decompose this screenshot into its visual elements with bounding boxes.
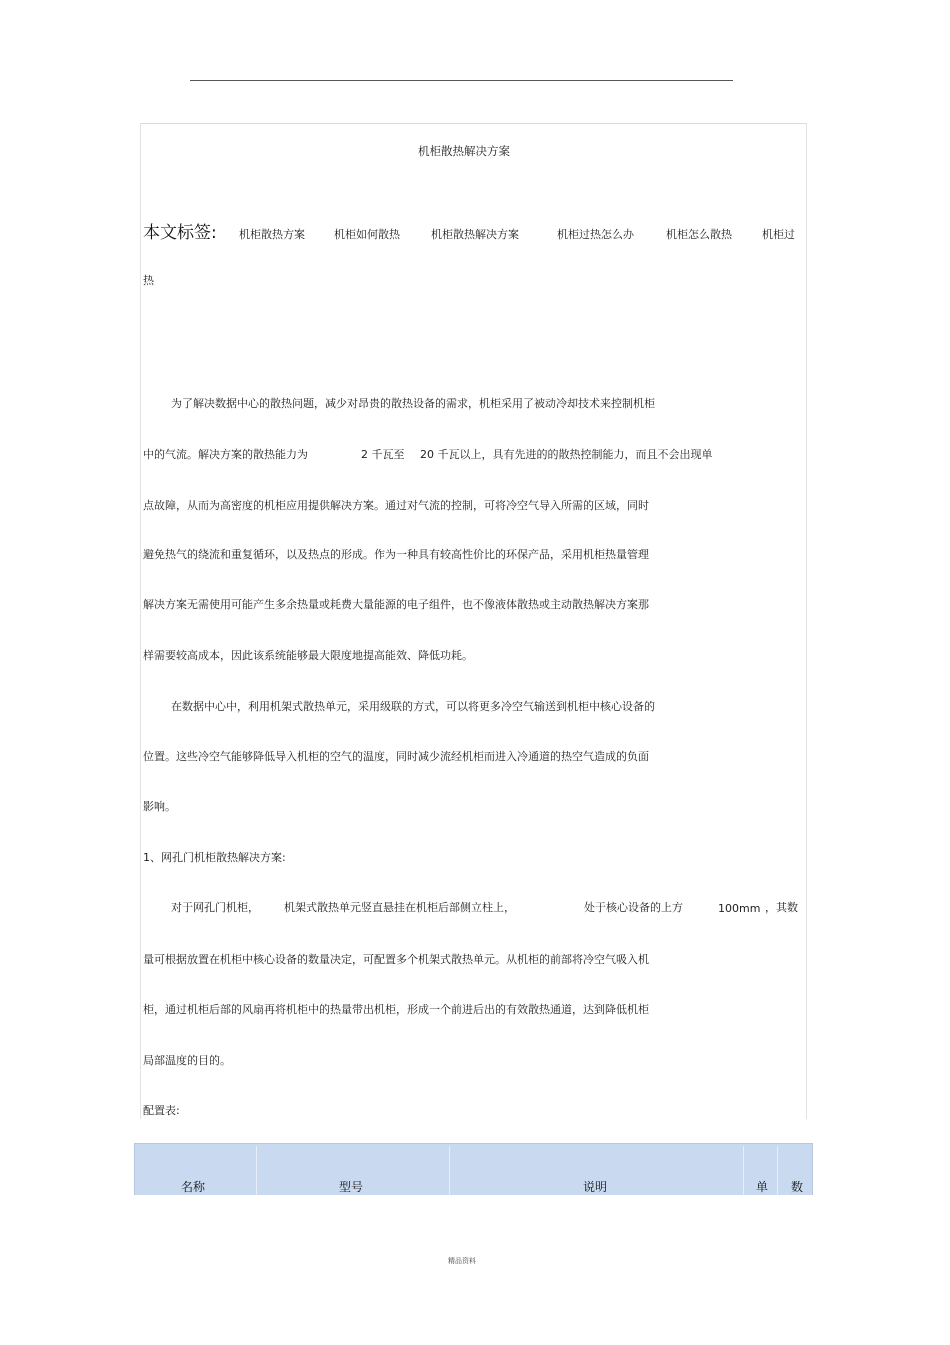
- paragraph-line: 中的气流。解决方案的散热能力为: [143, 448, 308, 461]
- paragraph-line: 避免热气的绕流和重复循环，以及热点的形成。作为一种具有较高性价比的环保产品，采用机柜热量管理: [143, 548, 649, 561]
- paragraph-line: 点故障，从而为高密度的机柜应用提供解决方案。通过对气流的控制，可将冷空气导入所需的区域，同时: [143, 499, 649, 512]
- config-table-header: [134, 1143, 813, 1195]
- tag-link[interactable]: 机柜过热怎么办: [557, 228, 634, 241]
- header-rule: [190, 80, 733, 81]
- tag-link-wrap[interactable]: 热: [143, 274, 154, 287]
- paragraph-line: 对于网孔门机柜，: [171, 901, 259, 914]
- table-header-quantity: 数: [791, 1180, 804, 1194]
- paragraph-line: 量可根据放置在机柜中核心设备的数量决定，可配置多个机架式散热单元。从机柜的前部将冷空气吸入机: [143, 953, 649, 966]
- document-title: 机柜散热解决方案: [418, 144, 510, 158]
- column-divider: [743, 1146, 744, 1195]
- column-divider: [449, 1146, 450, 1195]
- page-footer: 精品资料: [448, 1257, 476, 1265]
- tag-link[interactable]: 机柜散热方案: [239, 228, 305, 241]
- paragraph-line: 位置。这些冷空气能够降低导入机柜的空气的温度，同时减少流经机柜而进入冷通道的热空气造成的负面: [143, 750, 649, 763]
- tags-label: 本文标签:: [143, 223, 217, 243]
- tag-link[interactable]: 机柜怎么散热: [666, 228, 732, 241]
- paragraph-line: 处于核心设备的上方: [584, 901, 683, 914]
- paragraph-line: 局部温度的目的。: [143, 1054, 231, 1067]
- column-divider: [777, 1146, 778, 1195]
- paragraph-line: 在数据中心中，利用机架式散热单元，采用级联的方式，可以将更多冷空气输送到机柜中核心设备的: [171, 700, 655, 713]
- paragraph-line: 柜，通过机柜后部的风扇再将机柜中的热量带出机柜，形成一个前进后出的有效散热通道，达到降低机柜: [143, 1003, 649, 1016]
- table-header-description: 说明: [583, 1180, 608, 1194]
- column-divider: [256, 1146, 257, 1195]
- paragraph-line: 2 千瓦至: [361, 448, 405, 461]
- paragraph-line: 100mm: [718, 902, 761, 915]
- paragraph-line: 为了解决数据中心的散热问题，减少对昂贵的散热设备的需求，机柜采用了被动冷却技术来控制机柜: [171, 397, 655, 410]
- table-header-unit: 单: [756, 1180, 769, 1194]
- page-frame: [140, 123, 807, 1119]
- section-heading: 1、网孔门机柜散热解决方案:: [143, 851, 286, 864]
- paragraph-line: ，其数: [765, 901, 798, 914]
- tag-link[interactable]: 机柜散热解决方案: [431, 228, 519, 241]
- paragraph-line: 样需要较高成本，因此该系统能够最大限度地提高能效、降低功耗。: [143, 649, 473, 662]
- paragraph-line: 影响。: [143, 800, 176, 813]
- paragraph-line: 机架式散热单元竖直悬挂在机柜后部侧立柱上，: [284, 901, 515, 914]
- tag-link[interactable]: 机柜过: [762, 228, 795, 241]
- table-header-model: 型号: [339, 1180, 364, 1194]
- paragraph-line: 20 千瓦以上，具有先进的的散热控制能力，而且不会出现单: [420, 448, 713, 461]
- config-table-label: 配置表:: [143, 1104, 180, 1117]
- paragraph-line: 解决方案无需使用可能产生多余热量或耗费大量能源的电子组件，也不像液体散热或主动散热解决方案那: [143, 598, 649, 611]
- table-header-name: 名称: [181, 1180, 206, 1194]
- tag-link[interactable]: 机柜如何散热: [334, 228, 400, 241]
